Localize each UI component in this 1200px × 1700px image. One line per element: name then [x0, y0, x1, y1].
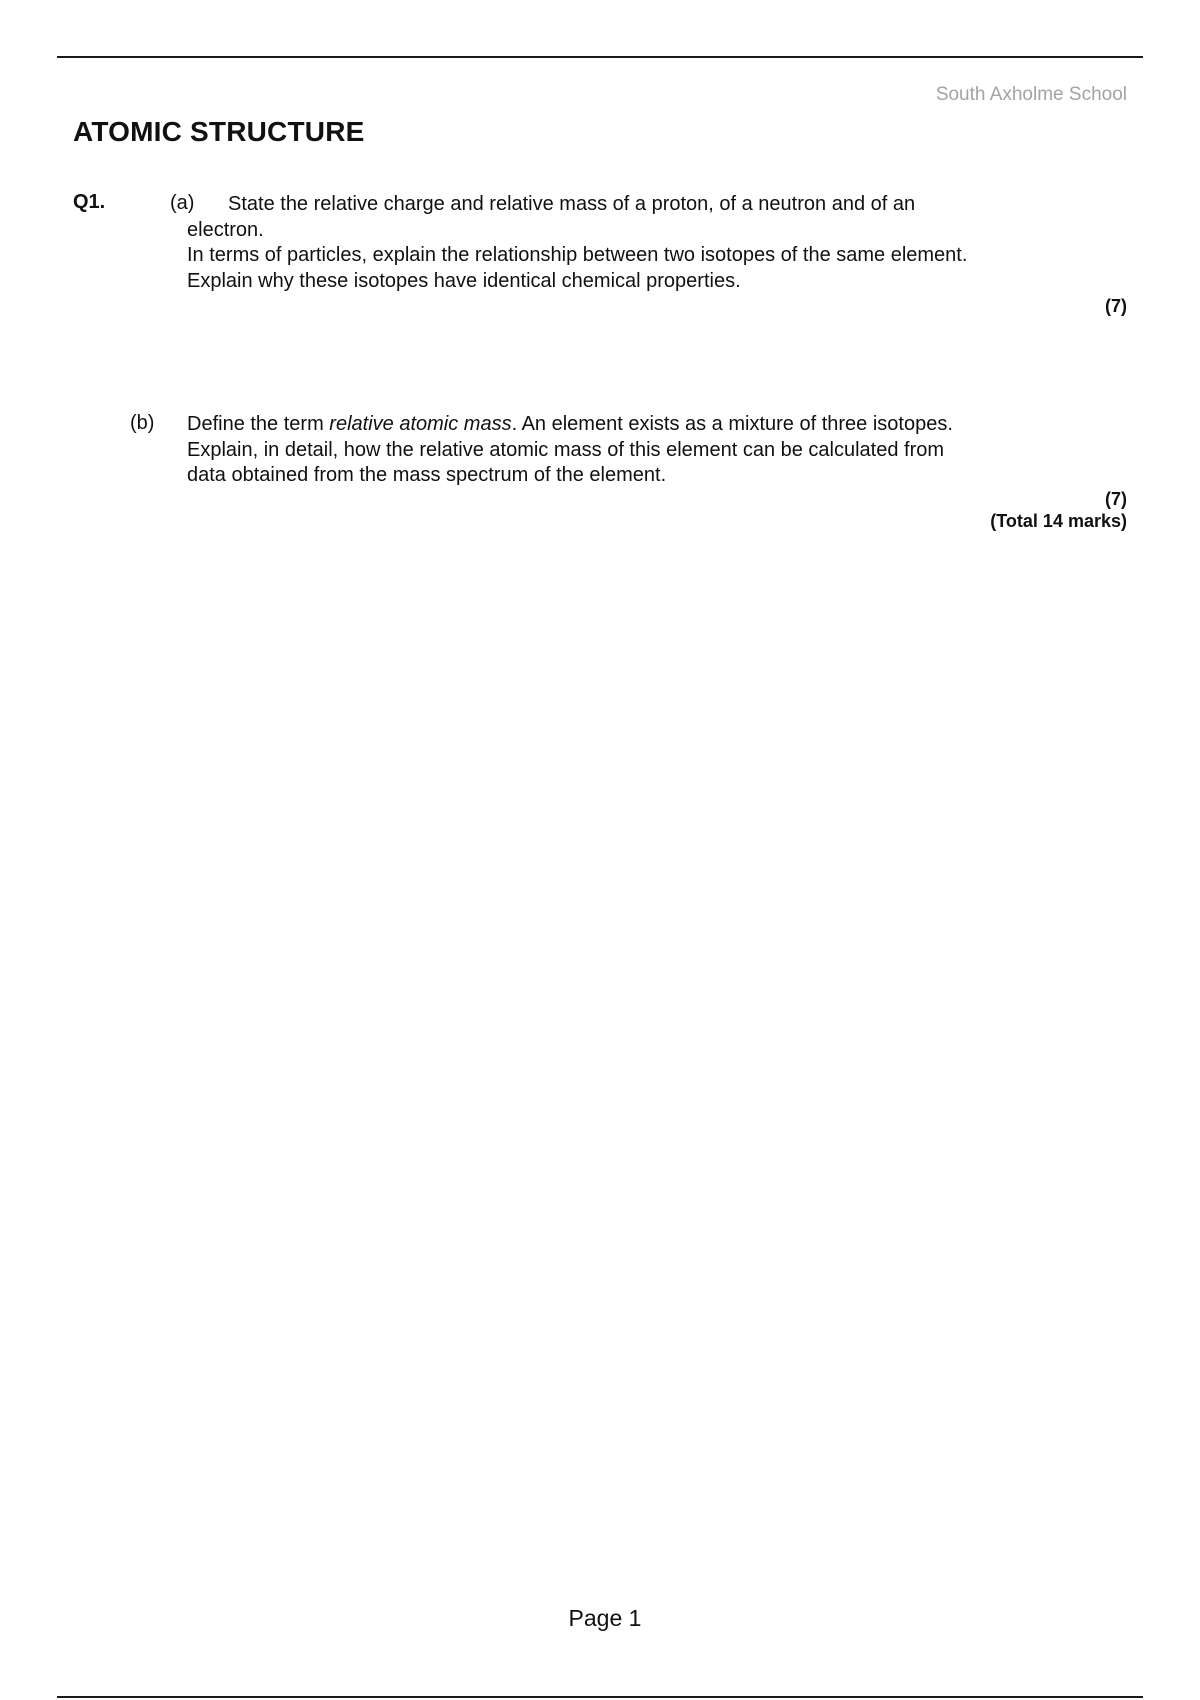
part-a-line-2: electron.: [187, 218, 264, 241]
part-a-line-4: Explain why these isotopes have identical chemical properties.: [187, 269, 741, 292]
page-title: ATOMIC STRUCTURE: [73, 116, 365, 147]
part-a-marks: (7): [1105, 296, 1127, 316]
part-b-line-3: data obtained from the mass spectrum of the element.: [187, 464, 667, 486]
part-a-line-1: State the relative charge and relative mass of a proton, of a neutron and of an: [228, 193, 916, 215]
part-b-marks: (7): [1105, 489, 1127, 509]
total-marks: (Total 14 marks): [990, 511, 1127, 531]
part-b-text: [187, 412, 1087, 489]
school-name: South Axholme School: [935, 84, 1127, 105]
page-number: Page 1: [568, 1605, 642, 1631]
part-b-line-2: Explain, in detail, how the relative atomic mass of this element can be calculated from: [187, 438, 945, 461]
top-rule: [57, 56, 1143, 58]
part-b-label: (b): [130, 412, 155, 434]
part-b-line-1-start: Define the term: [187, 413, 330, 435]
part-a-line-3: In terms of particles, explain the relationship between two isotopes of the same element.: [187, 244, 968, 266]
part-b-term: relative atomic mass: [329, 413, 512, 435]
part-a-text: [187, 218, 1087, 295]
bottom-rule: [57, 1696, 1143, 1698]
question-number: Q1.: [73, 191, 106, 213]
part-b-line-1-end: . An element exists as a mixture of three isotopes.: [511, 413, 953, 435]
part-a-label: (a): [170, 192, 195, 214]
part-b-line-1: [187, 412, 1087, 438]
